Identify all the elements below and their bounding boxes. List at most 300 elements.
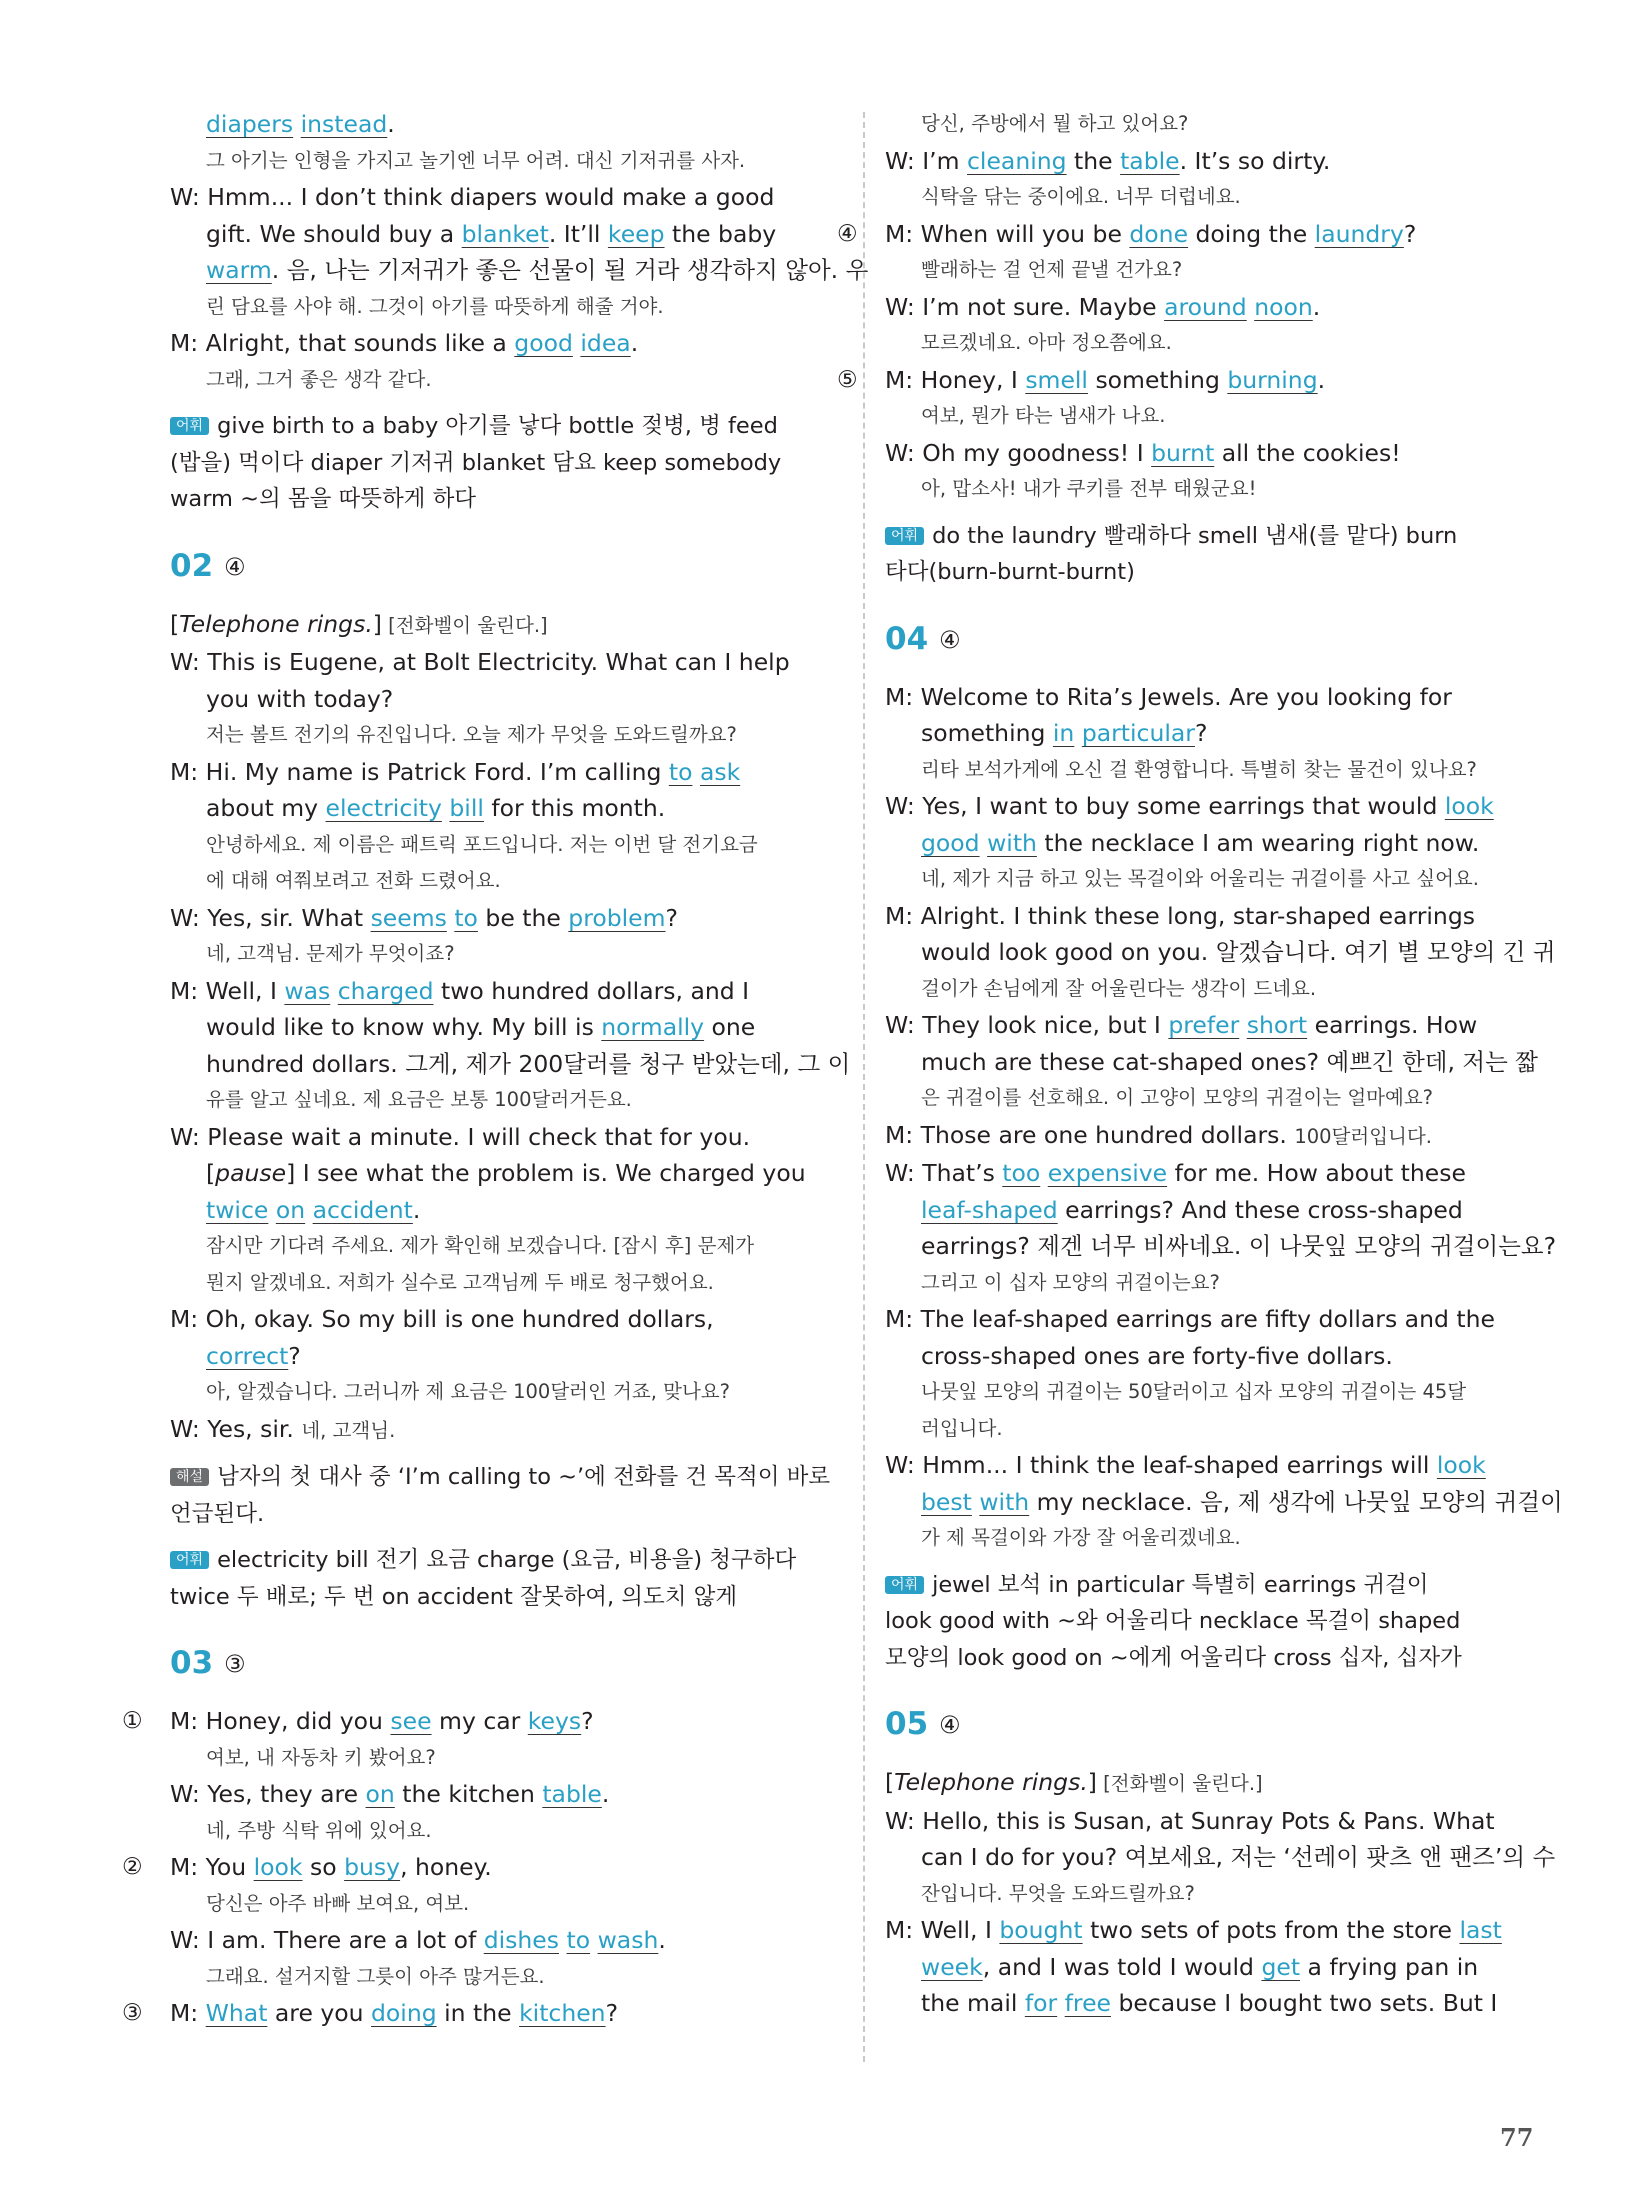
blank-answer: burnt [1151, 438, 1215, 467]
page-number: 77 [1500, 2123, 1534, 2152]
choice-marker: ② [122, 1854, 143, 1880]
korean-translation: 에 대해 여쭤보려고 전화 드렸어요. [206, 869, 501, 892]
korean-translation: 당신은 아주 바빠 보여요, 여보. [206, 1891, 470, 1915]
dialogue-line [885, 1228, 1565, 1265]
dialogue-line [885, 1192, 1565, 1229]
text: a frying pan in [1300, 1952, 1479, 1981]
vocab-line [170, 445, 840, 482]
blank-answer: free [1064, 1989, 1111, 2017]
text: W: Yes, they are [170, 1780, 366, 1808]
explanation-line [170, 1496, 840, 1533]
left-column [122, 106, 869, 2032]
dialogue-line [170, 325, 840, 362]
blank-answer: burning [1227, 365, 1318, 394]
bracket: [ [885, 1768, 895, 1796]
text: can I do for you? 여보세요, 저는 ‘선레이 팟츠 앤 팬즈’의 수 [921, 1843, 1556, 1871]
vocab-line [170, 1542, 840, 1579]
text: do the laundry 빨래하다 smell 냄새(를 맡다) burn [932, 522, 1458, 549]
spacer [170, 1615, 840, 1625]
text: M: When will you be [885, 219, 1130, 248]
text: two hundred dollars, and I [433, 976, 750, 1005]
text: jewel 보석 in particular 특별히 earrings 귀걸이 [932, 1571, 1429, 1598]
text: M: Oh, okay. So my bill is one hundred dollars, [170, 1305, 714, 1333]
text [293, 110, 300, 138]
vocab-line [885, 1567, 1565, 1604]
bracket: ] [1087, 1768, 1097, 1796]
blank-answer: see [390, 1707, 432, 1735]
text: . [387, 110, 395, 138]
blank-answer: instead [300, 110, 388, 138]
text: W: Yes, sir. [170, 1414, 302, 1443]
text [1074, 719, 1081, 747]
vocab-line [885, 1640, 1565, 1677]
dialogue-line [122, 1703, 840, 1740]
dialogue-line [885, 1985, 1565, 2022]
text: ? [1403, 219, 1417, 248]
blank-answer: laundry [1314, 219, 1404, 248]
text: ? [581, 1707, 594, 1735]
korean-translation: 그리고 이 십자 모양의 귀걸이는요? [921, 1270, 1220, 1294]
text: M: Honey, I [885, 365, 1026, 394]
dialogue-line [170, 1301, 840, 1338]
text: W: Yes, sir. What [170, 903, 371, 932]
blank-answer: was [284, 976, 331, 1005]
dialogue-line [170, 973, 840, 1010]
dialogue-line [885, 1447, 1565, 1484]
question-number: 03 [170, 1645, 214, 1681]
text: the [1066, 146, 1121, 175]
dialogue-line [122, 1995, 840, 2032]
dialogue-line [885, 715, 1565, 752]
blank-answer: busy [344, 1853, 401, 1881]
text: earrings? And these cross-shaped [1057, 1195, 1463, 1224]
korean-translation: 아, 알겠습니다. 그러니까 제 요금은 100달러인 거죠, 맞나요? [206, 1380, 730, 1403]
text [305, 1196, 312, 1224]
korean-translation: [전화벨이 울린다.] [381, 613, 548, 637]
blank-answer: bill [449, 794, 484, 822]
text: gift. We should buy a [206, 219, 462, 248]
korean-translation: 뭔지 알겠네요. 저희가 실수로 고객님께 두 배로 청구했어요. [206, 1270, 714, 1294]
korean-translation: 안녕하세요. 제 이름은 패트릭 포드입니다. 저는 이번 달 전기요금 [206, 832, 758, 856]
dialogue-line [885, 1949, 1565, 1986]
choice-marker: ④ [837, 220, 858, 247]
dialogue-line [885, 143, 1565, 180]
text: . It’s so dirty. [1179, 146, 1331, 175]
korean-translation: 나뭇잎 모양의 귀걸이는 50달러이고 십자 모양의 귀걸이는 45달 [921, 1380, 1467, 1403]
dialogue-line [170, 1338, 840, 1375]
spacer [885, 591, 1565, 601]
text: M: [170, 1999, 206, 2027]
blank-answer: good [921, 828, 980, 857]
choice-marker: ⑤ [837, 366, 858, 393]
spacer [170, 1449, 840, 1459]
text: be the [477, 903, 569, 932]
vocab-badge: 어휘 [170, 417, 209, 435]
text: M: Those are one hundred dollars. [885, 1120, 1295, 1149]
answer-choice: ④ [939, 625, 961, 654]
text: one [704, 1013, 756, 1041]
blank-answer: table [1120, 146, 1180, 175]
text: warm ~의 몸을 따뜻하게 하다 [170, 486, 477, 512]
text [590, 1926, 597, 1954]
text: W: That’s [885, 1159, 1003, 1187]
dialogue-line [122, 1849, 840, 1886]
blank-answer: ask [699, 757, 741, 786]
choice-marker: ① [122, 1708, 143, 1734]
dialogue-line [885, 1117, 1565, 1156]
korean-translation: 여보, 뭔가 타는 냄새가 나요. [921, 404, 1166, 427]
text: W: Hello, this is Susan, at Sunray Pots & Pans. What [885, 1806, 1495, 1835]
text: W: Hmm... I don’t think diapers would make a good [170, 183, 775, 211]
text: are you [267, 1999, 372, 2027]
text: my necklace. 음, 제 생각에 나뭇잎 모양의 귀걸이 [1029, 1487, 1563, 1516]
blank-answer: to [668, 757, 693, 786]
dialogue-line [170, 1009, 840, 1046]
blank-answer: noon [1254, 292, 1313, 321]
dialogue-line [885, 1912, 1565, 1949]
text: for me. How about these [1167, 1159, 1466, 1187]
blank-answer: dishes [483, 1926, 560, 1954]
text: two sets of pots from the store [1082, 1916, 1460, 1944]
blank-answer: on [365, 1780, 395, 1808]
korean-translation: 식탁을 닦는 중이에요. 너무 더럽네요. [921, 185, 1241, 208]
text: something [1087, 365, 1228, 394]
blank-answer: short [1246, 1011, 1308, 1039]
dialogue-line [170, 644, 840, 681]
blank-answer: table [542, 1780, 602, 1808]
explanation-line [170, 1459, 840, 1496]
blank-answer: diapers [206, 110, 294, 138]
dialogue-line [170, 1119, 840, 1156]
text: all the cookies! [1214, 438, 1401, 467]
text: for this month. [483, 794, 666, 822]
spacer [170, 518, 840, 528]
column-divider [863, 112, 865, 2062]
text: doing the [1188, 219, 1315, 248]
text: W: This is Eugene, at Bolt Electricity. What can I help [170, 648, 790, 676]
dialogue-line [885, 435, 1565, 472]
text: twice 두 배로; 두 번 on accident 잘못하여, 의도치 않게 [170, 1583, 738, 1610]
blank-answer: too [1002, 1159, 1041, 1187]
korean-translation: 네, 고객님. [301, 1418, 396, 1442]
text: in the [436, 1999, 520, 2027]
text: electricity bill 전기 요금 charge (요금, 비용을) 청구하다 [217, 1547, 797, 1573]
korean-translation: 그래, 그거 좋은 생각 같다. [206, 367, 432, 391]
blank-answer: best [921, 1487, 972, 1516]
text: (밥을) 먹이다 diaper 기저귀 blanket 담요 keep somebody [170, 449, 782, 476]
stage-direction: pause [215, 1159, 287, 1187]
text: earrings. How [1307, 1011, 1478, 1039]
section-04-header [885, 601, 1565, 679]
dialogue-line [170, 1776, 840, 1813]
blank-answer: normally [601, 1013, 705, 1041]
text: you with today? [206, 684, 394, 713]
section-05-header [885, 1686, 1565, 1764]
korean-translation: 100달러입니다. [1294, 1124, 1432, 1148]
text: would like to know why. My bill is [206, 1013, 602, 1041]
dialogue-line [170, 1155, 840, 1192]
dialogue-line [885, 1839, 1565, 1876]
vocab-line [885, 518, 1565, 555]
text: would look good on you. 알겠습니다. 여기 별 모양의 긴 귀 [921, 938, 1556, 966]
korean-translation: 린 담요를 사야 해. 그것이 아기를 따뜻하게 해줄 거야. [206, 294, 664, 318]
korean-translation: 그래요. 설거지할 그릇이 아주 많거든요. [206, 1964, 545, 1988]
blank-answer: wash [597, 1926, 659, 1954]
text: W: I am. There are a lot of [170, 1926, 484, 1954]
bracket: ] [372, 609, 382, 638]
korean-translation: 빨래하는 걸 언제 끝낼 건가요? [921, 258, 1183, 281]
text: M: Alright, that sounds like a [170, 329, 515, 357]
text: the mail [921, 1989, 1025, 2017]
stage-direction: Telephone rings. [179, 609, 373, 638]
text: the baby [664, 219, 777, 248]
dialogue-line [170, 1192, 840, 1229]
text: . [412, 1195, 421, 1224]
spacer [885, 508, 1565, 518]
text: because I bought two sets. But I [1111, 1989, 1498, 2017]
blank-answer: expensive [1047, 1159, 1168, 1187]
text: W: I’m [885, 146, 968, 175]
dialogue-line [885, 289, 1565, 326]
section-02-header [170, 528, 840, 606]
text [1040, 1159, 1047, 1187]
text: , and I was told I would [982, 1952, 1262, 1981]
blank-answer: cleaning [967, 146, 1067, 175]
text [980, 829, 987, 857]
vocab-badge: 어휘 [885, 1576, 924, 1594]
korean-translation: 그 아기는 인형을 가지고 놀기엔 너무 어려. 대신 기저귀를 사자. [206, 148, 746, 172]
dialogue-line [885, 898, 1565, 935]
text: M: Well, I [170, 976, 285, 1005]
question-number: 04 [885, 620, 929, 657]
text: the kitchen [394, 1780, 543, 1808]
vocab-line [885, 1603, 1565, 1640]
dialogue-line [885, 1484, 1565, 1521]
blank-answer: particular [1081, 719, 1195, 747]
spacer [170, 398, 840, 408]
text: 언급된다. [170, 1500, 265, 1527]
text: ] I see what the problem is. We charged you [286, 1159, 806, 1187]
text: cross-shaped ones are forty-five dollars. [921, 1341, 1393, 1370]
vocab-badge: 어휘 [885, 527, 924, 545]
dialogue-line [170, 1411, 840, 1450]
korean-translation: 네, 제가 지금 하고 있는 목걸이와 어울리는 귀걸이를 사고 싶어요. [921, 867, 1479, 890]
blank-answer: What [205, 1999, 268, 2027]
text: . [1317, 365, 1326, 394]
blank-answer: to [454, 903, 478, 932]
dialogue-line [170, 216, 840, 253]
dialogue-line [170, 900, 840, 937]
blank-answer: seems [370, 903, 447, 932]
text: much are these cat-shaped ones? 예쁘긴 한데, 저는 짧 [921, 1047, 1539, 1076]
dialogue-line [170, 606, 840, 645]
blank-answer: look [1444, 792, 1494, 820]
dialogue-line [885, 825, 1565, 862]
dialogue-line [170, 754, 840, 791]
answer-choice: ③ [224, 1650, 246, 1678]
dialogue-line [837, 362, 1565, 399]
text: . 음, 나는 기저귀가 좋은 선물이 될 거라 생각하지 않아. 우 [271, 256, 869, 284]
dialogue-line [170, 106, 840, 143]
korean-translation: 네, 고객님. 문제가 무엇이죠? [206, 942, 455, 965]
text [268, 1196, 275, 1224]
blank-answer: twice [206, 1195, 269, 1224]
bracket: [ [206, 1159, 216, 1187]
spacer [885, 1557, 1565, 1567]
text: ? [665, 903, 679, 932]
dialogue-line [885, 1301, 1565, 1338]
text [692, 758, 699, 786]
blank-answer: leaf-shaped [921, 1195, 1058, 1224]
text: W: Yes, I want to buy some earrings that would [885, 792, 1445, 820]
vocab-line [885, 554, 1565, 591]
blank-answer: get [1261, 1952, 1301, 1981]
text: ? [1194, 719, 1208, 747]
vocab-line [170, 481, 840, 518]
stage-direction: Telephone rings. [894, 1768, 1088, 1796]
korean-translation: 러입니다. [921, 1416, 1003, 1440]
text: so [302, 1853, 345, 1881]
dialogue-line [885, 1007, 1565, 1044]
blank-answer: idea [580, 329, 631, 357]
blank-answer: for [1024, 1989, 1058, 2017]
text: W: Oh my goodness! I [885, 438, 1152, 467]
blank-answer: last [1459, 1916, 1502, 1944]
korean-translation: 가 제 목걸이와 가장 잘 어울리겠네요. [921, 1526, 1241, 1549]
spacer [170, 1532, 840, 1542]
text: M: Alright. I think these long, star-shaped earrings [885, 901, 1475, 930]
korean-translation: 유를 알고 싶네요. 제 요금은 보통 100달러거든요. [206, 1088, 632, 1111]
text: . It’ll [548, 219, 608, 248]
text: 모양의 look good on ~에게 어울리다 cross 십자, 십자가 [885, 1644, 1462, 1671]
korean-translation: 여보, 내 자동차 키 봤어요? [206, 1745, 436, 1769]
right-column [837, 106, 1565, 2022]
blank-answer: around [1164, 292, 1247, 321]
korean-translation: 모르겠네요. 아마 정오쯤에요. [921, 331, 1172, 354]
korean-translation: 아, 맙소사! 내가 쿠키를 전부 태웠군요! [921, 477, 1257, 500]
text [330, 977, 337, 1005]
text: W: Hmm... I think the leaf-shaped earrings will [885, 1451, 1437, 1479]
blank-answer: week [921, 1952, 983, 1981]
blank-answer: good [514, 329, 573, 357]
text: 타다(burn-burnt-burnt) [885, 559, 1135, 585]
text [1057, 1989, 1064, 2017]
answer-choice: ④ [224, 552, 246, 581]
text: hundred dollars. 그게, 제가 200달러를 청구 받았는데, 그 이 [206, 1049, 851, 1078]
vocab-badge: 어휘 [170, 1551, 209, 1569]
korean-translation: [전화벨이 울린다.] [1096, 1772, 1263, 1795]
text: M: You [170, 1853, 254, 1881]
dialogue-line [885, 1764, 1565, 1803]
bracket: [ [170, 609, 180, 638]
blank-answer: to [566, 1926, 591, 1954]
dialogue-line [170, 179, 840, 216]
blank-answer: doing [371, 1999, 437, 2027]
text: . [630, 329, 639, 357]
text: ? [288, 1341, 301, 1370]
blank-answer: warm [206, 256, 272, 284]
text: , honey. [400, 1853, 492, 1881]
korean-translation: 은 귀걸이를 선호해요. 이 고양이 모양의 귀걸이는 얼마예요? [921, 1086, 1434, 1109]
blank-answer: with [979, 1487, 1030, 1516]
dialogue-line [885, 679, 1565, 716]
korean-translation: 걸이가 손님에게 잘 어울린다는 생각이 드네요. [921, 976, 1317, 1000]
text: M: Hi. My name is Patrick Ford. I’m calling [170, 757, 669, 786]
text: M: Well, I [885, 1916, 1000, 1944]
blank-answer: with [987, 828, 1037, 857]
blank-answer: bought [999, 1916, 1083, 1944]
text: 남자의 첫 대사 중 ‘I’m calling to ~’에 전화를 건 목적이 바로 [217, 1464, 831, 1490]
blank-answer: in [1052, 719, 1075, 747]
text: M: Honey, did you [170, 1707, 391, 1735]
vocab-line [170, 1579, 840, 1616]
korean-translation: 저는 볼트 전기의 유진입니다. 오늘 제가 무엇을 도와드릴까요? [206, 723, 737, 746]
text [1239, 1011, 1246, 1039]
blank-answer: correct [206, 1341, 289, 1370]
text: my car [431, 1707, 528, 1735]
text: W: Please wait a minute. I will check that for you. [170, 1122, 751, 1151]
dialogue-line [885, 1044, 1565, 1081]
spacer [885, 1676, 1565, 1686]
korean-translation: 리타 보석가게에 오신 걸 환영합니다. 특별히 찾는 물건이 있나요? [921, 757, 1477, 781]
choice-marker: ③ [122, 2000, 143, 2026]
blank-answer: on [275, 1195, 306, 1224]
text: . [1312, 292, 1321, 321]
korean-translation: 잠시만 기다려 주세요. 제가 확인해 보겠습니다. [잠시 후] 문제가 [206, 1234, 755, 1257]
text: something [921, 719, 1053, 747]
dialogue-line [170, 252, 869, 289]
text: earrings? 제겐 너무 비싸네요. 이 나뭇잎 모양의 귀걸이는요? [921, 1232, 1557, 1260]
text: W: I’m not sure. Maybe [885, 292, 1165, 321]
dialogue-line [885, 1338, 1565, 1375]
question-number: 02 [170, 547, 214, 584]
text: . [658, 1926, 666, 1954]
answer-choice: ④ [939, 1711, 961, 1739]
section-03-header [170, 1625, 840, 1703]
korean-translation: 당신, 주방에서 뭘 하고 있어요? [921, 112, 1189, 135]
blank-answer: keep [607, 219, 665, 248]
blank-answer: smell [1025, 365, 1088, 394]
blank-answer: charged [337, 976, 434, 1005]
dialogue-line [837, 216, 1565, 253]
text: ? [605, 1999, 619, 2027]
text: M: Welcome to Rita’s Jewels. Are you looking for [885, 682, 1452, 711]
blank-answer: look [1436, 1451, 1486, 1479]
dialogue-line [170, 1046, 851, 1083]
text: look good with ~와 어울리다 necklace 목걸이 shaped [885, 1608, 1461, 1634]
blank-answer: look [253, 1853, 303, 1881]
blank-answer: prefer [1168, 1011, 1240, 1039]
text: the necklace I am wearing right now. [1036, 828, 1480, 857]
dialogue-line [170, 790, 840, 827]
text: W: They look nice, but I [885, 1011, 1169, 1039]
korean-translation: 네, 주방 식탁 위에 있어요. [206, 1818, 432, 1842]
dialogue-line [885, 934, 1565, 971]
text: M: The leaf-shaped earrings are fifty dollars and the [885, 1305, 1495, 1333]
blank-answer: keys [527, 1707, 582, 1735]
vocab-line [170, 408, 840, 445]
dialogue-line [170, 1922, 840, 1959]
blank-answer: electricity [325, 794, 442, 822]
dialogue-line [885, 788, 1565, 825]
blank-answer: done [1129, 219, 1189, 248]
text: . [601, 1780, 610, 1808]
blank-answer: kitchen [519, 1999, 606, 2027]
dialogue-line [885, 1803, 1565, 1840]
question-number: 05 [885, 1706, 929, 1742]
blank-answer: blanket [461, 219, 549, 248]
blank-answer: accident [312, 1195, 413, 1224]
